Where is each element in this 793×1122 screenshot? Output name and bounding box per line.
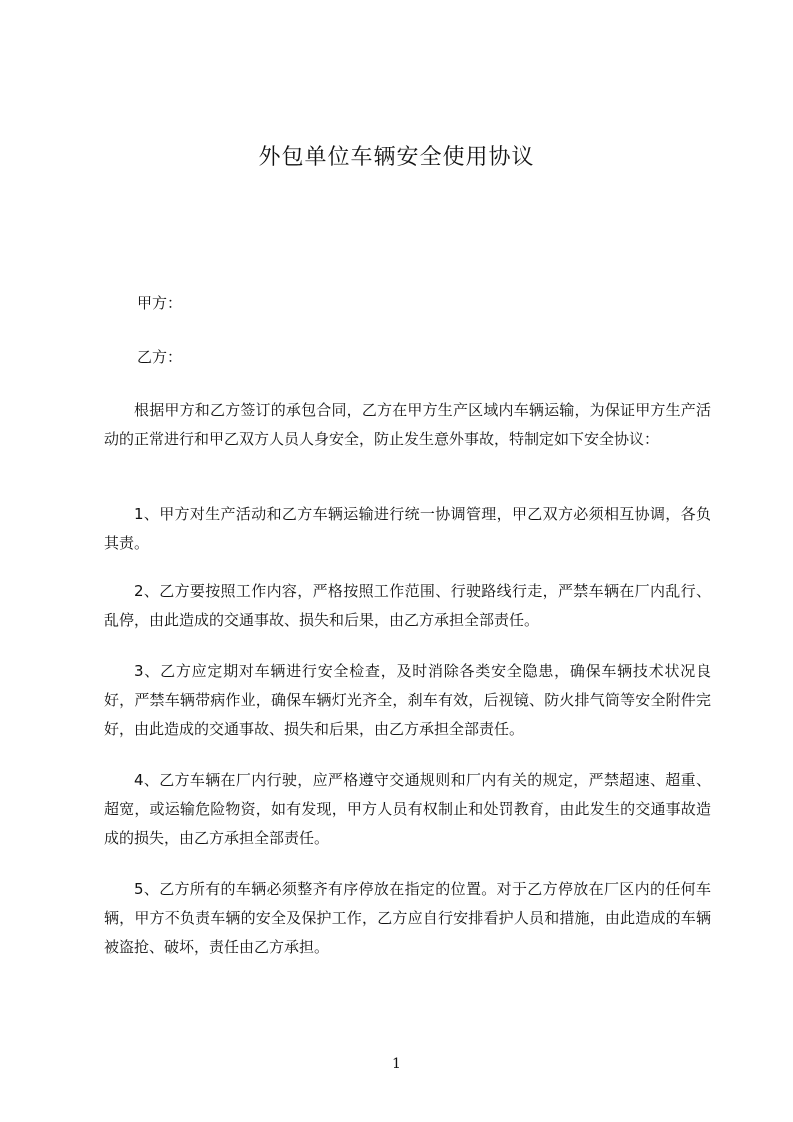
clause-1: 1、甲方对生产活动和乙方车辆运输进行统一协调管理，甲乙双方必须相互协调，各负其责。	[104, 505, 711, 552]
clause-2: 2、乙方要按照工作内容，严格按照工作范围、行驶路线行走，严禁车辆在厂内乱行、乱停，由此造成的交通事故、损失和后果，由乙方承担全部责任。	[104, 582, 711, 629]
party-a-label: 甲方：	[137, 294, 183, 312]
document-title: 外包单位车辆安全使用协议	[258, 145, 535, 170]
intro-paragraph: 根据甲方和乙方签订的承包合同，乙方在甲方生产区域内车辆运输，为保证甲方生产活动的正常进行和甲乙双方人员人身安全，防止发生意外事故，特制定如下安全协议：	[104, 401, 711, 448]
clause-3: 3、乙方应定期对车辆进行安全检查，及时消除各类安全隐患，确保车辆技术状况良好，严禁车辆带病作业，确保车辆灯光齐全，刹车有效，后视镜、防火排气筒等安全附件完好，由此造成的交通事故、损失和后果，由乙方承担全部责任。	[104, 662, 711, 738]
party-b-label: 乙方：	[137, 348, 183, 366]
clause-5: 5、乙方所有的车辆必须整齐有序停放在指定的位置。对于乙方停放在厂区内的任何车辆，甲方不负责车辆的安全及保护工作，乙方应自行安排看护人员和措施，由此造成的车辆被盗抢、破坏，责任由乙方承担。	[104, 880, 711, 956]
clause-4: 4、乙方车辆在厂内行驶，应严格遵守交通规则和厂内有关的规定，严禁超速、超重、超宽，或运输危险物资，如有发现，甲方人员有权制止和处罚教育，由此发生的交通事故造成的损失，由乙方承担全部责任。	[104, 771, 711, 847]
page-number: 1	[392, 1056, 401, 1072]
